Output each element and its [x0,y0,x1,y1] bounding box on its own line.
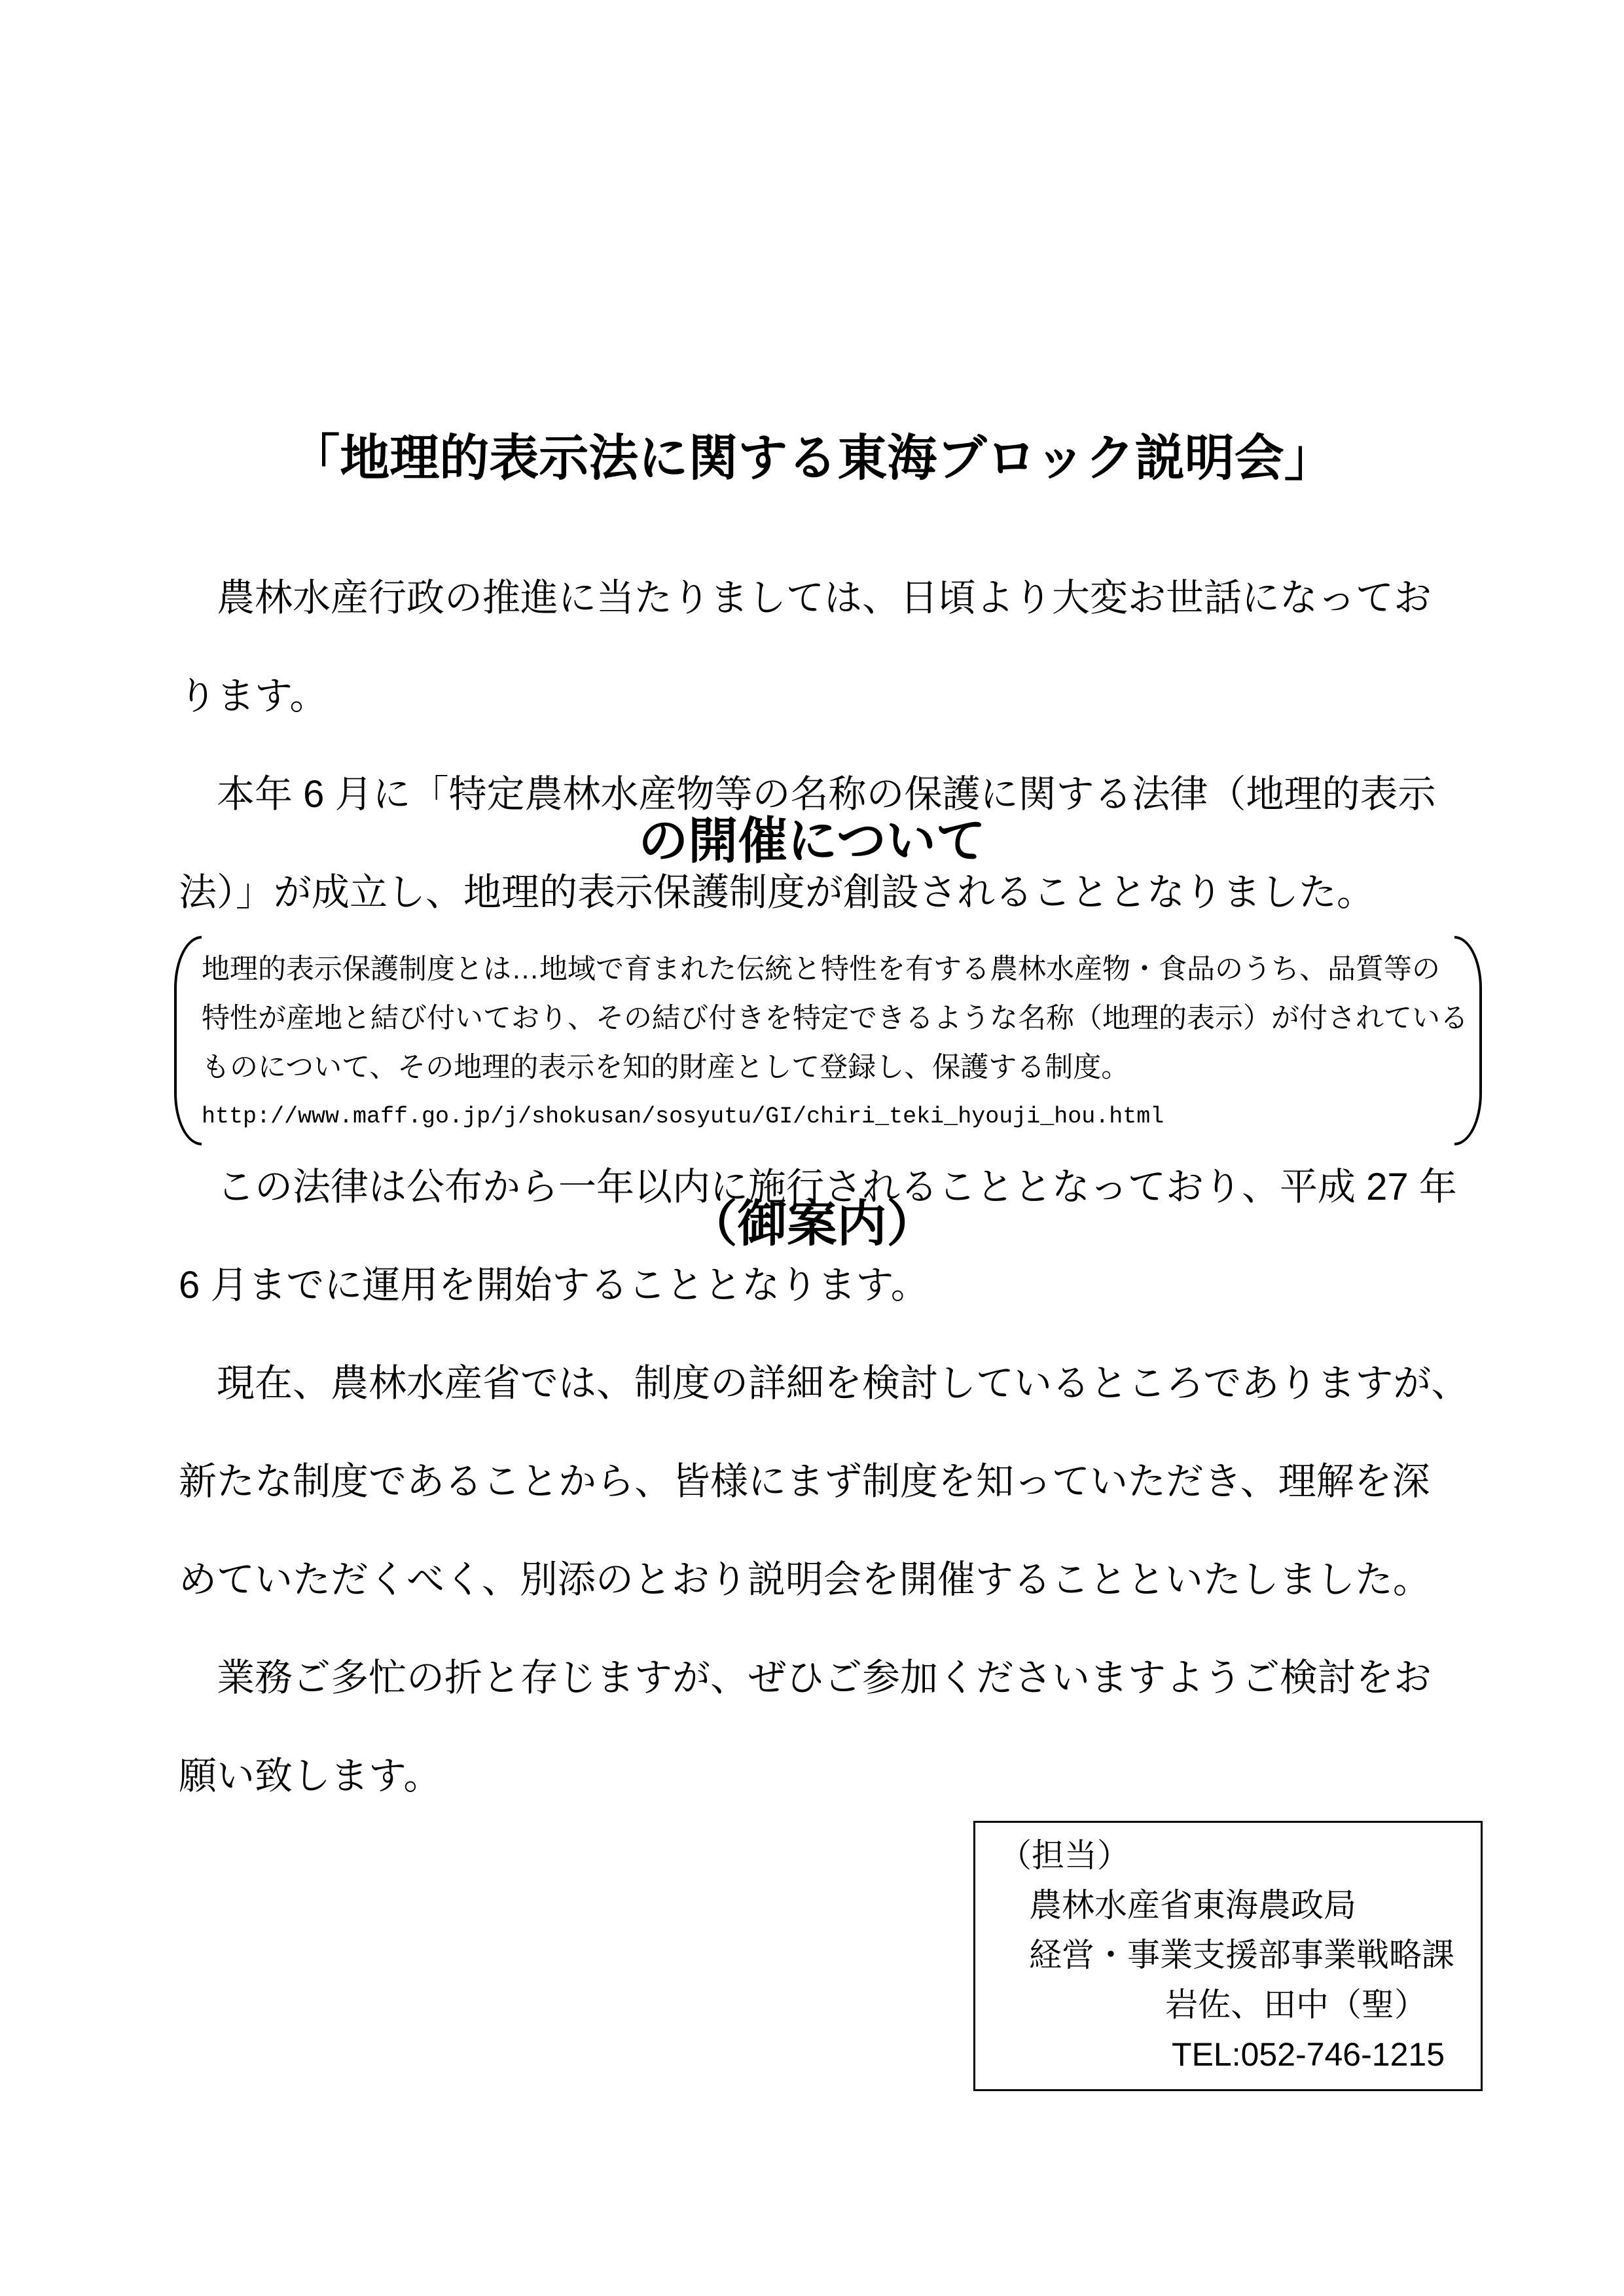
paragraph-line: めていただくべく、別添のとおり説明会を開催することといたしました。 [179,1558,1431,1601]
title-line-2: の開催について [638,814,986,869]
paragraph-line: 業務ご多忙の折と存じますが、ぜひご参加くださいますようご検討をお [179,1657,1432,1699]
contact-org: 農林水産省東海農政局 [1029,1887,1356,1924]
paragraph-line: 願い致します。 [179,1755,442,1797]
paragraph-line: 法）」が成立し、地理的表示保護制度が創設されることとなりました。 [179,871,1375,914]
note-left-parenthesis [174,936,202,1145]
note-right-parenthesis [1454,936,1482,1145]
contact-staff: 岩佐、田中（聖） [1165,1986,1427,2023]
paragraph-line: 新たな制度であることから、皆様にまず制度を知っていただき、理解を深 [179,1460,1430,1503]
contact-info-box [973,1821,1483,2091]
paragraph-line: ります。 [179,675,328,717]
paragraph-line: この法律は公布から一年以内に施行されることとなっており、平成 27 年 [179,1166,1457,1208]
gi-system-note-box [174,936,1482,1145]
body-paragraphs-top [179,549,1455,942]
contact-division: 経営・事業支援部事業戦略課 [1029,1937,1454,1973]
paragraph-line: 農林水産行政の推進に当たりましては、日頃より大変お世話になってお [179,577,1432,619]
note-line: 特性が産地と結び付いており、その結び付きを特定できるような名称（地理的表示）が付されている [202,1003,1468,1034]
contact-label: （担当） [999,1837,1130,1874]
title-line-1: 「地理的表示法に関する東海ブロック説明会」 [290,431,1334,486]
note-line: ものについて、その地理的表示を知的財産として登録し、保護する制度。 [202,1052,1130,1083]
note-line: 地理的表示保護制度とは…地域で育まれた伝統と特性を有する農林水産物・食品のうち、品質等の [202,954,1440,985]
paragraph-line: 6 月までに運用を開始することとなります。 [179,1264,929,1306]
note-url-text: http://www.maff.go.jp/j/shokusan/sosyutu/GI/chiri_teki_hyouji_hou.html [202,1103,1164,1130]
paragraph-line: 本年 6 月に「特定農林水産物等の名称の保護に関する法律（地理的表示 [179,773,1436,816]
contact-tel: TEL:052-746-1215 [1172,2036,1445,2073]
paragraph-line: 現在、農林水産省では、制度の詳細を検討しているところでありますが、 [179,1362,1470,1405]
body-paragraphs-bottom [179,1138,1470,1825]
title-line-3: （御案内） [687,1196,937,1252]
note-content [202,945,1468,1141]
